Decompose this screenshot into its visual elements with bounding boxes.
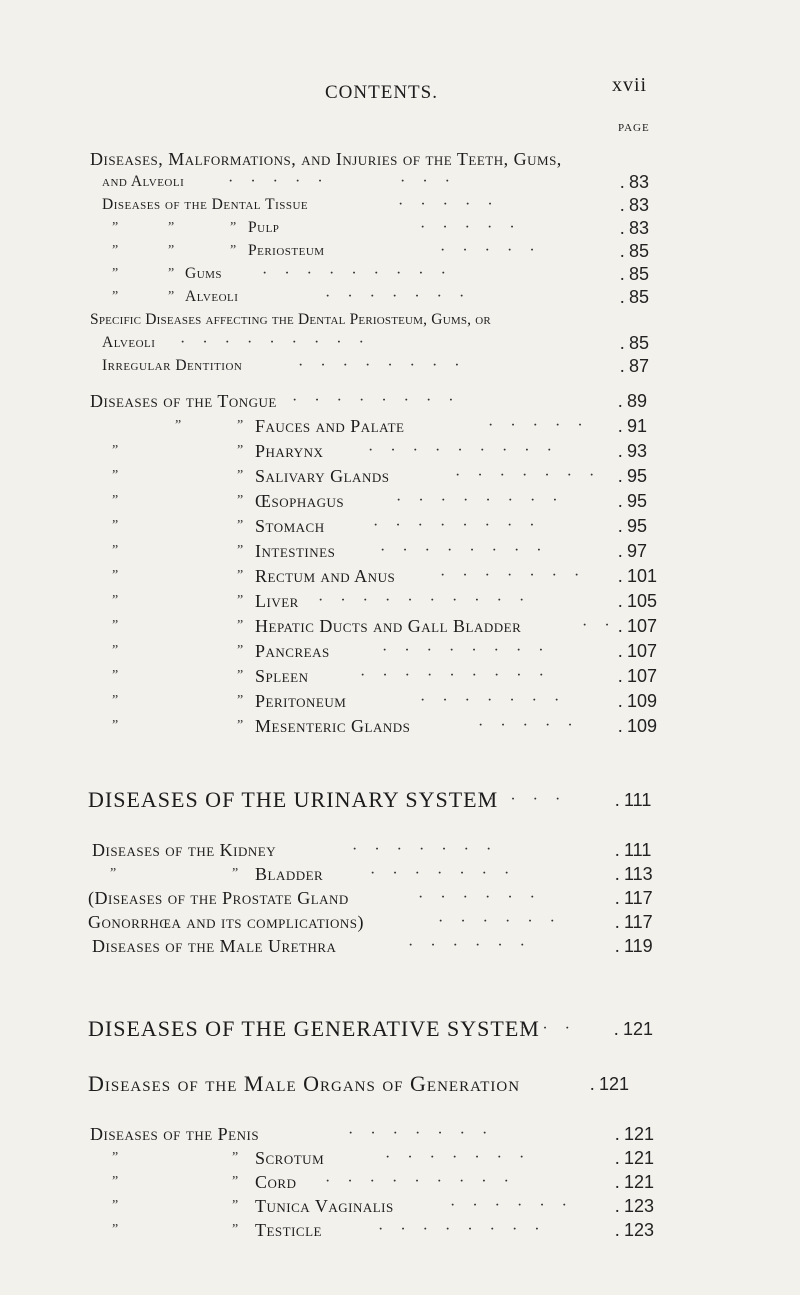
- page-folio: xvii: [612, 74, 648, 96]
- ditto-mark: ”: [237, 718, 244, 733]
- ditto-mark: ”: [112, 618, 119, 633]
- ditto-mark: ”: [232, 1198, 239, 1213]
- entry-page: . 87: [620, 354, 649, 378]
- toc-entry: ” ” ” Pulp ····· . 83: [0, 216, 800, 240]
- entry-page: . 123: [615, 1194, 654, 1218]
- section-subheading: [0, 1072, 800, 1096]
- toc-entry: ” ” Stomach ········ . 95: [0, 514, 800, 538]
- ditto-mark: ”: [237, 518, 244, 533]
- toc-entry: Irregular Dentition ········ . 87: [0, 354, 800, 378]
- entry-title: Scrotum: [255, 1148, 325, 1168]
- entry-title: Bladder: [255, 864, 324, 884]
- entry-page: . 105: [618, 589, 657, 613]
- entry-title: Testicle: [255, 1220, 322, 1240]
- running-head: CONTENTS.: [325, 82, 438, 103]
- entry-title: Gums: [185, 265, 223, 282]
- entry-page: . 123: [615, 1218, 654, 1242]
- entry-title: Stomach: [255, 516, 325, 536]
- entry-page: . 121: [615, 1146, 654, 1170]
- toc-entry: Alveoli ········· . 85: [0, 331, 800, 355]
- ditto-mark: ”: [237, 668, 244, 683]
- toc-entry: ” ” Alveoli ······· . 85: [0, 285, 800, 309]
- entry-title: (Diseases of the Prostate Gland: [88, 888, 349, 908]
- toc-entry: ” ” ” Periosteum ····· . 85: [0, 239, 800, 263]
- entry-title: Cord: [255, 1172, 297, 1192]
- toc-entry: ” ” Pharynx ········· . 93: [0, 439, 800, 463]
- ditto-mark: ”: [112, 543, 119, 558]
- section-heading: DISEASES OF THE GENERATIVE SYSTEM ··· . 121: [0, 1017, 800, 1041]
- entry-page: . 95: [618, 514, 647, 538]
- toc-entry: ” ” Liver ·········· . 105: [0, 589, 800, 613]
- ditto-mark: ”: [112, 668, 119, 683]
- entry-title: Gonorrhœa and its complications): [88, 912, 365, 932]
- toc-entry: ” ” Intestines ········ . 97: [0, 539, 800, 563]
- entry-page: . 85: [620, 285, 649, 309]
- entry-title: Liver: [255, 591, 299, 611]
- toc-entry: (Diseases of the Prostate Gland ······ . 117: [0, 886, 800, 910]
- toc-entry: ” ” Fauces and Palate ····· . 91: [0, 414, 800, 438]
- entry-page: . 107: [618, 664, 657, 688]
- entry-title: and Alveoli: [102, 173, 185, 190]
- entry-page: . 107: [618, 639, 657, 663]
- entry-page: . 109: [618, 714, 657, 738]
- ditto-mark: ”: [112, 266, 119, 281]
- toc-entry: ” ” Tunica Vaginalis ······ . 123: [0, 1194, 800, 1218]
- entry-title: Salivary Glands: [255, 466, 390, 486]
- ditto-mark: ”: [112, 443, 119, 458]
- toc-entry: ” ” Pancreas ········ . 107: [0, 639, 800, 663]
- entry-title: Œsophagus: [255, 491, 345, 511]
- toc-entry: ” ” Œsophagus ········ . 95: [0, 489, 800, 513]
- entry-page: . 121: [615, 1122, 654, 1146]
- entry-title: Diseases of the Tongue: [90, 391, 277, 411]
- entry-title: Intestines: [255, 541, 336, 561]
- toc-entry: ” ” Cord ········· . 121: [0, 1170, 800, 1194]
- toc-entry: ” ” Peritoneum ······· . 109: [0, 689, 800, 713]
- section-heading: DISEASES OF THE URINARY SYSTEM ···· . 111: [0, 788, 800, 812]
- entry-page: . 85: [620, 262, 649, 286]
- toc-entry: ” ” Spleen ········· . 107: [0, 664, 800, 688]
- subsection-title: Diseases of the Male Organs of Generation: [88, 1071, 521, 1096]
- toc-entry: ” ” Rectum and Anus ······· . 101: [0, 564, 800, 588]
- ditto-mark: ”: [112, 693, 119, 708]
- entry-title: Rectum and Anus: [255, 566, 396, 586]
- ditto-mark: ”: [232, 866, 239, 881]
- entry-page: . 83: [620, 170, 649, 194]
- ditto-mark: ”: [237, 443, 244, 458]
- toc-entry: ” ” Gums ········· . 85: [0, 262, 800, 286]
- entry-title: Alveoli: [185, 288, 239, 305]
- ditto-mark: ”: [237, 568, 244, 583]
- toc-entry: Diseases of the Penis ······· . 121: [0, 1122, 800, 1146]
- toc-entry: Diseases of the Kidney ······· . 111: [0, 838, 800, 862]
- entry-title: Diseases of the Kidney: [92, 840, 277, 860]
- page-column-label: PAGE: [618, 122, 650, 134]
- ditto-mark: ”: [112, 1150, 119, 1165]
- ditto-mark: ”: [237, 543, 244, 558]
- entry-title: Pulp: [248, 219, 280, 236]
- entry-page: . 109: [618, 689, 657, 713]
- ditto-mark: ”: [230, 243, 237, 258]
- entry-title: Periosteum: [248, 242, 325, 259]
- entry-page: . 117: [615, 886, 653, 910]
- entry-page: . 91: [618, 414, 647, 438]
- toc-entry: ” ” Bladder ······· . 113: [0, 862, 800, 886]
- toc-entry: [0, 308, 800, 332]
- ditto-mark: ”: [168, 289, 175, 304]
- entry-page: . 113: [615, 862, 653, 886]
- ditto-mark: ”: [112, 468, 119, 483]
- entry-title: Hepatic Ducts and Gall Bladder: [255, 616, 522, 636]
- section-page: . 111: [615, 788, 651, 812]
- entry-page: . 121: [615, 1170, 654, 1194]
- entry-title: Pharynx: [255, 441, 324, 461]
- entry-page: . 97: [618, 539, 647, 563]
- ditto-mark: ”: [110, 866, 117, 881]
- ditto-mark: ”: [232, 1174, 239, 1189]
- ditto-mark: ”: [168, 243, 175, 258]
- section-title: DISEASES OF THE GENERATIVE SYSTEM: [88, 1016, 540, 1041]
- ditto-mark: ”: [168, 220, 175, 235]
- entry-title: Peritoneum: [255, 691, 347, 711]
- entry-title: Alveoli: [102, 334, 156, 351]
- ditto-mark: ”: [112, 289, 119, 304]
- toc-entry: Diseases of the Dental Tissue ····· . 83: [0, 193, 800, 217]
- entry-title: Spleen: [255, 666, 309, 686]
- entry-page: . 119: [615, 934, 653, 958]
- ditto-mark: ”: [230, 220, 237, 235]
- ditto-mark: ”: [237, 493, 244, 508]
- ditto-mark: ”: [112, 1222, 119, 1237]
- entry-page: . 111: [615, 838, 651, 862]
- ditto-mark: ”: [112, 220, 119, 235]
- entry-page: . 101: [618, 564, 657, 588]
- entry-title: Pancreas: [255, 641, 330, 661]
- ditto-mark: ”: [112, 718, 119, 733]
- entry-title: Diseases, Malformations, and Injuries of the Teeth, Gums,: [90, 149, 562, 169]
- section-title: DISEASES OF THE URINARY SYSTEM: [88, 787, 499, 812]
- entry-title: Diseases of the Penis: [90, 1124, 260, 1144]
- toc-entry: Diseases of the Male Urethra ······ . 119: [0, 934, 800, 958]
- entry-page: . 93: [618, 439, 647, 463]
- ditto-mark: ”: [112, 243, 119, 258]
- ditto-mark: ”: [175, 418, 182, 433]
- entry-page: . 95: [618, 489, 647, 513]
- ditto-mark: ”: [237, 468, 244, 483]
- entry-page: . 107: [618, 614, 657, 638]
- ditto-mark: ”: [112, 568, 119, 583]
- toc-entry: ” ” Scrotum ······· . 121: [0, 1146, 800, 1170]
- entry-page: . 83: [620, 193, 649, 217]
- ditto-mark: ”: [232, 1150, 239, 1165]
- entry-page: . 117: [615, 910, 653, 934]
- ditto-mark: ”: [237, 693, 244, 708]
- toc-entry: ” ” Testicle ········ . 123: [0, 1218, 800, 1242]
- entry-title: Tunica Vaginalis: [255, 1196, 394, 1216]
- subsection-page: . 121: [590, 1072, 629, 1096]
- toc-entry: ” ” Mesenteric Glands ····· . 109: [0, 714, 800, 738]
- ditto-mark: ”: [112, 593, 119, 608]
- entry-page: . 83: [620, 216, 649, 240]
- entry-page: . 89: [618, 389, 647, 413]
- toc-entry: [0, 147, 800, 171]
- entry-title: Fauces and Palate: [255, 416, 405, 436]
- toc-entry: Diseases of the Tongue ········ . 89: [0, 389, 800, 413]
- ditto-mark: ”: [112, 518, 119, 533]
- section-page: . 121: [614, 1017, 653, 1041]
- entry-title: Diseases of the Male Urethra: [92, 936, 337, 956]
- ditto-mark: ”: [112, 1174, 119, 1189]
- ditto-mark: ”: [112, 1198, 119, 1213]
- toc-entry: ” ” Hepatic Ducts and Gall Bladder ·· . 107: [0, 614, 800, 638]
- ditto-mark: ”: [237, 618, 244, 633]
- ditto-mark: ”: [237, 643, 244, 658]
- entry-page: . 85: [620, 331, 649, 355]
- entry-page: . 95: [618, 464, 647, 488]
- entry-title: Diseases of the Dental Tissue: [102, 196, 309, 213]
- ditto-mark: ”: [237, 418, 244, 433]
- ditto-mark: ”: [237, 593, 244, 608]
- entry-page: . 85: [620, 239, 649, 263]
- entry-title: Specific Diseases affecting the Dental Periosteum, Gums, or: [90, 311, 491, 328]
- toc-entry: Gonorrhœa and its complications) ······ . 117: [0, 910, 800, 934]
- entry-title: Irregular Dentition: [102, 357, 243, 374]
- ditto-mark: ”: [168, 266, 175, 281]
- toc-entry: ” ” Salivary Glands ······· . 95: [0, 464, 800, 488]
- entry-title: Mesenteric Glands: [255, 716, 411, 736]
- ditto-mark: ”: [232, 1222, 239, 1237]
- ditto-mark: ”: [112, 493, 119, 508]
- ditto-mark: ”: [112, 643, 119, 658]
- toc-entry: and Alveoli ····· ··· . 83: [0, 170, 800, 194]
